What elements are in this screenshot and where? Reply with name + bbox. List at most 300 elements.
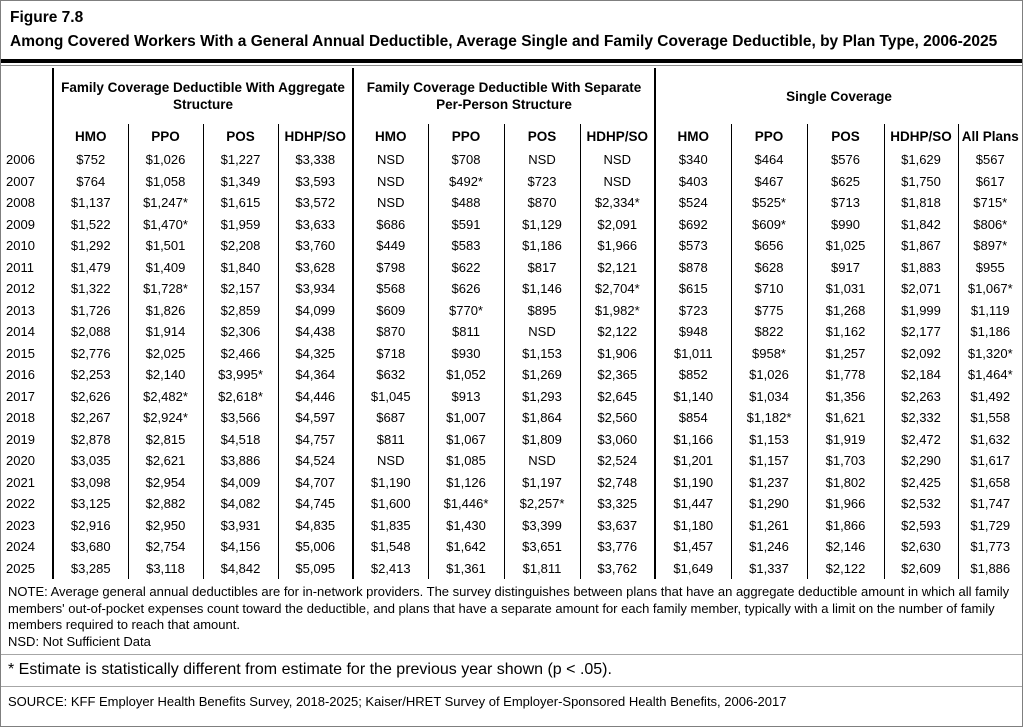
year-cell: 2018 — [6, 410, 35, 425]
value-cell: $2,704* — [580, 278, 655, 300]
value-cell: $1,126 — [428, 472, 504, 494]
value-cell: $464 — [731, 149, 807, 171]
column-header: PPO — [128, 124, 203, 149]
value-cell: $1,011 — [655, 343, 731, 365]
value-cell: $4,099 — [278, 300, 353, 322]
column-header: HMO — [53, 124, 128, 149]
value-cell: $1,201 — [655, 450, 731, 472]
value-cell: $4,597 — [278, 407, 353, 429]
value-cell: $770* — [428, 300, 504, 322]
value-cell: $576 — [807, 149, 884, 171]
year-cell: 2019 — [6, 431, 35, 447]
value-cell: $583 — [428, 235, 504, 257]
column-header: POS — [807, 124, 884, 149]
value-cell: $1,026 — [128, 149, 203, 171]
value-cell: $1,180 — [655, 515, 731, 537]
value-cell: $2,593 — [884, 515, 958, 537]
value-cell: $1,600 — [353, 493, 428, 515]
value-cell: $591 — [428, 214, 504, 236]
year-cell: 2012 — [6, 281, 35, 296]
value-cell: $3,628 — [278, 257, 353, 279]
value-cell: $4,009 — [203, 472, 278, 494]
value-cell: $878 — [655, 257, 731, 279]
table-row — [1, 278, 1022, 300]
value-cell: $3,035 — [53, 450, 128, 472]
value-cell: $1,802 — [807, 472, 884, 494]
year-column-spacer — [1, 68, 53, 124]
column-header: PPO — [428, 124, 504, 149]
value-cell: $775 — [731, 300, 807, 322]
value-cell: NSD — [353, 149, 428, 171]
value-cell: $1,982* — [580, 300, 655, 322]
value-cell: $3,651 — [504, 536, 580, 558]
deductible-table — [1, 68, 1022, 579]
value-cell: $1,883 — [884, 257, 958, 279]
value-cell: $2,263 — [884, 386, 958, 408]
value-cell: $2,091 — [580, 214, 655, 236]
asterisk-note: * Estimate is statistically different from estimate for the previous year shown (p < .05). — [8, 661, 612, 678]
value-cell: $718 — [353, 343, 428, 365]
value-cell: $798 — [353, 257, 428, 279]
value-cell: $4,156 — [203, 536, 278, 558]
source-note: SOURCE: KFF Employer Health Benefits Survey, 2018-2025; Kaiser/HRET Survey of Employer-Sponsored Health Benefits, 2006-2017 — [8, 694, 787, 709]
value-cell: $930 — [428, 343, 504, 365]
table-row — [1, 214, 1022, 236]
value-cell: NSD — [504, 149, 580, 171]
year-cell: 2014 — [6, 324, 35, 339]
value-cell: $687 — [353, 407, 428, 429]
value-cell: $1,067* — [958, 278, 1022, 300]
year-cell: 2009 — [6, 216, 35, 232]
value-cell: $3,098 — [53, 472, 128, 494]
value-cell: $1,197 — [504, 472, 580, 494]
value-cell: $1,007 — [428, 407, 504, 429]
value-cell: $2,472 — [884, 429, 958, 451]
value-cell: $1,747 — [958, 493, 1022, 515]
value-cell: $1,778 — [807, 364, 884, 386]
column-header: POS — [504, 124, 580, 149]
value-cell: $1,045 — [353, 386, 428, 408]
value-cell: $2,482* — [128, 386, 203, 408]
value-cell: $3,637 — [580, 515, 655, 537]
value-cell: $2,253 — [53, 364, 128, 386]
value-cell: $573 — [655, 235, 731, 257]
value-cell: $1,999 — [884, 300, 958, 322]
value-cell: $4,835 — [278, 515, 353, 537]
column-header: POS — [203, 124, 278, 149]
value-cell: $2,532 — [884, 493, 958, 515]
value-cell: $1,728* — [128, 278, 203, 300]
value-cell: $1,966 — [807, 493, 884, 515]
value-cell: $1,246 — [731, 536, 807, 558]
year-cell: 2021 — [6, 474, 35, 490]
value-cell: $1,914 — [128, 321, 203, 343]
value-cell: $5,006 — [278, 536, 353, 558]
value-cell: $3,934 — [278, 278, 353, 300]
value-cell: $1,726 — [53, 300, 128, 322]
value-cell: $3,125 — [53, 493, 128, 515]
value-cell: $1,261 — [731, 515, 807, 537]
value-cell: $1,129 — [504, 214, 580, 236]
value-cell: $2,754 — [128, 536, 203, 558]
title-divider — [1, 59, 1022, 66]
value-cell: $958* — [731, 343, 807, 365]
value-cell: $1,058 — [128, 171, 203, 193]
year-cell: 2007 — [6, 173, 35, 189]
value-cell: $2,626 — [53, 386, 128, 408]
value-cell: $2,257* — [504, 493, 580, 515]
value-cell: $1,349 — [203, 171, 278, 193]
year-cell: 2006 — [6, 152, 35, 167]
value-cell: $3,060 — [580, 429, 655, 451]
value-cell: $626 — [428, 278, 504, 300]
value-cell: $955 — [958, 257, 1022, 279]
value-cell: $617 — [958, 171, 1022, 193]
value-cell: $1,237 — [731, 472, 807, 494]
value-cell: $4,438 — [278, 321, 353, 343]
table-row — [1, 235, 1022, 257]
value-cell: $1,182* — [731, 407, 807, 429]
value-cell: $1,292 — [53, 235, 128, 257]
figure-label: Figure 7.8 — [10, 9, 84, 26]
value-cell: $917 — [807, 257, 884, 279]
table-row — [1, 343, 1022, 365]
value-cell: $2,025 — [128, 343, 203, 365]
value-cell: $2,071 — [884, 278, 958, 300]
value-cell: $1,558 — [958, 407, 1022, 429]
table-row — [1, 171, 1022, 193]
value-cell: $3,399 — [504, 515, 580, 537]
value-cell: $897* — [958, 235, 1022, 257]
value-cell: $1,621 — [807, 407, 884, 429]
value-cell: $710 — [731, 278, 807, 300]
value-cell: $3,572 — [278, 192, 353, 214]
year-cell: 2011 — [6, 259, 34, 275]
value-cell: $1,337 — [731, 558, 807, 580]
year-cell: 2017 — [6, 388, 35, 404]
value-cell: $1,818 — [884, 192, 958, 214]
value-cell: $1,026 — [731, 364, 807, 386]
value-cell: $656 — [731, 235, 807, 257]
value-cell: $4,745 — [278, 493, 353, 515]
value-cell: NSD — [353, 450, 428, 472]
value-cell: $1,959 — [203, 214, 278, 236]
value-cell: $1,919 — [807, 429, 884, 451]
value-cell: NSD — [504, 321, 580, 343]
value-cell: $4,518 — [203, 429, 278, 451]
value-cell: $1,501 — [128, 235, 203, 257]
value-cell: $708 — [428, 149, 504, 171]
table-row — [1, 364, 1022, 386]
table-body — [1, 149, 1022, 579]
year-cell: 2020 — [6, 453, 35, 468]
value-cell: $811 — [428, 321, 504, 343]
value-cell: $1,617 — [958, 450, 1022, 472]
value-cell: $2,630 — [884, 536, 958, 558]
value-cell: $1,320* — [958, 343, 1022, 365]
value-cell: $1,269 — [504, 364, 580, 386]
value-cell: $1,085 — [428, 450, 504, 472]
table-row — [1, 321, 1022, 343]
value-cell: $5,095 — [278, 558, 353, 580]
value-cell: $492* — [428, 171, 504, 193]
year-cell: 2024 — [6, 539, 35, 554]
column-header: HDHP/SO — [884, 124, 958, 149]
value-cell: $1,119 — [958, 300, 1022, 322]
table-row — [1, 493, 1022, 515]
value-cell: $822 — [731, 321, 807, 343]
value-cell: $1,548 — [353, 536, 428, 558]
value-cell: $3,760 — [278, 235, 353, 257]
group-header: Family Coverage Deductible With Aggregate Structure — [53, 68, 353, 124]
value-cell: NSD — [580, 149, 655, 171]
value-cell: $1,842 — [884, 214, 958, 236]
value-cell: $4,842 — [203, 558, 278, 580]
value-cell: $852 — [655, 364, 731, 386]
value-cell: $1,642 — [428, 536, 504, 558]
year-cell: 2010 — [6, 238, 35, 253]
table-row — [1, 515, 1022, 537]
value-cell: $2,177 — [884, 321, 958, 343]
year-cell: 2023 — [6, 517, 35, 533]
value-cell: $1,166 — [655, 429, 731, 451]
value-cell: $1,615 — [203, 192, 278, 214]
value-cell: $3,325 — [580, 493, 655, 515]
value-cell: $3,338 — [278, 149, 353, 171]
year-cell: 2022 — [6, 496, 35, 511]
value-cell: $1,137 — [53, 192, 128, 214]
table-row — [1, 192, 1022, 214]
value-cell: $715* — [958, 192, 1022, 214]
value-cell: $1,447 — [655, 493, 731, 515]
value-cell: $524 — [655, 192, 731, 214]
value-cell: $1,052 — [428, 364, 504, 386]
value-cell: $2,950 — [128, 515, 203, 537]
value-cell: $1,031 — [807, 278, 884, 300]
year-cell: 2013 — [6, 302, 35, 318]
value-cell: $1,864 — [504, 407, 580, 429]
value-cell: $854 — [655, 407, 731, 429]
value-cell: $3,118 — [128, 558, 203, 580]
value-cell: $1,227 — [203, 149, 278, 171]
year-cell: 2008 — [6, 195, 35, 210]
value-cell: $2,954 — [128, 472, 203, 494]
value-cell: $609* — [731, 214, 807, 236]
value-cell: $4,707 — [278, 472, 353, 494]
value-cell: $2,290 — [884, 450, 958, 472]
value-cell: $990 — [807, 214, 884, 236]
value-cell: $1,190 — [353, 472, 428, 494]
value-cell: $1,492 — [958, 386, 1022, 408]
value-cell: $2,184 — [884, 364, 958, 386]
value-cell: $2,609 — [884, 558, 958, 580]
value-cell: $1,464* — [958, 364, 1022, 386]
value-cell: $2,645 — [580, 386, 655, 408]
value-cell: $2,267 — [53, 407, 128, 429]
value-cell: $2,882 — [128, 493, 203, 515]
column-header: HMO — [655, 124, 731, 149]
column-header: All Plans — [958, 124, 1022, 149]
table-row — [1, 300, 1022, 322]
value-cell: $1,162 — [807, 321, 884, 343]
value-cell: $2,466 — [203, 343, 278, 365]
value-cell: $2,146 — [807, 536, 884, 558]
value-cell: $870 — [504, 192, 580, 214]
table-row — [1, 558, 1022, 580]
value-cell: NSD — [580, 171, 655, 193]
value-cell: $1,140 — [655, 386, 731, 408]
value-cell: $2,121 — [580, 257, 655, 279]
table-row — [1, 450, 1022, 472]
value-cell: $567 — [958, 149, 1022, 171]
value-cell: $3,762 — [580, 558, 655, 580]
value-cell: $4,325 — [278, 343, 353, 365]
value-cell: $1,809 — [504, 429, 580, 451]
value-cell: $3,995* — [203, 364, 278, 386]
value-cell: $1,157 — [731, 450, 807, 472]
value-cell: $1,290 — [731, 493, 807, 515]
value-cell: $4,524 — [278, 450, 353, 472]
value-cell: $723 — [655, 300, 731, 322]
value-cell: $3,886 — [203, 450, 278, 472]
value-cell: $1,629 — [884, 149, 958, 171]
table-row — [1, 386, 1022, 408]
column-header: PPO — [731, 124, 807, 149]
value-cell: $1,649 — [655, 558, 731, 580]
value-cell: $340 — [655, 149, 731, 171]
value-cell: $628 — [731, 257, 807, 279]
value-cell: $4,757 — [278, 429, 353, 451]
value-cell: $1,446* — [428, 493, 504, 515]
table-row — [1, 257, 1022, 279]
value-cell: $1,293 — [504, 386, 580, 408]
value-cell: $1,632 — [958, 429, 1022, 451]
value-cell: $1,522 — [53, 214, 128, 236]
nsd-note: NSD: Not Sufficient Data — [8, 633, 151, 649]
value-cell: $2,365 — [580, 364, 655, 386]
value-cell: $467 — [731, 171, 807, 193]
value-cell: $1,457 — [655, 536, 731, 558]
group-header: Single Coverage — [655, 68, 1022, 124]
value-cell: $2,088 — [53, 321, 128, 343]
value-cell: $913 — [428, 386, 504, 408]
value-cell: $3,931 — [203, 515, 278, 537]
value-cell: $632 — [353, 364, 428, 386]
value-cell: $3,593 — [278, 171, 353, 193]
value-cell: $625 — [807, 171, 884, 193]
table-row — [1, 407, 1022, 429]
value-cell: $2,306 — [203, 321, 278, 343]
table-row — [1, 149, 1022, 171]
value-cell: $2,208 — [203, 235, 278, 257]
group-header: Family Coverage Deductible With Separate Per-Person Structure — [353, 68, 655, 124]
value-cell: $686 — [353, 214, 428, 236]
value-cell: NSD — [353, 192, 428, 214]
value-cell: $3,633 — [278, 214, 353, 236]
value-cell: $4,364 — [278, 364, 353, 386]
value-cell: $1,146 — [504, 278, 580, 300]
value-cell: $1,867 — [884, 235, 958, 257]
value-cell: $2,621 — [128, 450, 203, 472]
value-cell: $2,122 — [807, 558, 884, 580]
value-cell: $449 — [353, 235, 428, 257]
value-cell: $2,122 — [580, 321, 655, 343]
value-cell: $488 — [428, 192, 504, 214]
value-cell: $948 — [655, 321, 731, 343]
value-cell: $568 — [353, 278, 428, 300]
value-cell: $525* — [731, 192, 807, 214]
value-cell: $2,924* — [128, 407, 203, 429]
value-cell: $2,332 — [884, 407, 958, 429]
value-cell: $817 — [504, 257, 580, 279]
value-cell: $811 — [353, 429, 428, 451]
value-cell: $2,157 — [203, 278, 278, 300]
value-cell: $2,524 — [580, 450, 655, 472]
value-cell: $1,729 — [958, 515, 1022, 537]
value-cell: $2,878 — [53, 429, 128, 451]
value-cell: $1,025 — [807, 235, 884, 257]
value-cell: $2,859 — [203, 300, 278, 322]
page-title: Among Covered Workers With a General Annual Deductible, Average Single and Family Coverage Deductible, by Plan Type, 2006-2025 — [10, 33, 998, 50]
value-cell: $3,776 — [580, 536, 655, 558]
value-cell: $3,285 — [53, 558, 128, 580]
value-cell: $1,409 — [128, 257, 203, 279]
year-cell: 2025 — [6, 560, 35, 576]
value-cell: $1,247* — [128, 192, 203, 214]
value-cell: $622 — [428, 257, 504, 279]
divider-thin-line — [1, 65, 1022, 66]
value-cell: $2,815 — [128, 429, 203, 451]
value-cell: $1,826 — [128, 300, 203, 322]
value-cell: $752 — [53, 149, 128, 171]
value-cell: $1,190 — [655, 472, 731, 494]
value-cell: $1,479 — [53, 257, 128, 279]
value-cell: $2,334* — [580, 192, 655, 214]
column-header: HMO — [353, 124, 428, 149]
value-cell: $713 — [807, 192, 884, 214]
value-cell: $1,257 — [807, 343, 884, 365]
value-cell: $1,186 — [504, 235, 580, 257]
value-cell: $1,840 — [203, 257, 278, 279]
value-cell: $764 — [53, 171, 128, 193]
value-cell: $1,361 — [428, 558, 504, 580]
column-header: HDHP/SO — [278, 124, 353, 149]
value-cell: $870 — [353, 321, 428, 343]
value-cell: $2,425 — [884, 472, 958, 494]
value-cell: $1,034 — [731, 386, 807, 408]
value-cell: $1,703 — [807, 450, 884, 472]
value-cell: $1,966 — [580, 235, 655, 257]
value-cell: $2,748 — [580, 472, 655, 494]
source-block — [1, 687, 1022, 717]
year-cell: 2016 — [6, 367, 35, 382]
value-cell: $4,082 — [203, 493, 278, 515]
value-cell: $692 — [655, 214, 731, 236]
value-cell: $2,618* — [203, 386, 278, 408]
value-cell: $1,153 — [504, 343, 580, 365]
notes-block — [1, 579, 1022, 654]
value-cell: $1,322 — [53, 278, 128, 300]
table-row — [1, 472, 1022, 494]
value-cell: $4,446 — [278, 386, 353, 408]
value-cell: $1,811 — [504, 558, 580, 580]
value-cell: $2,092 — [884, 343, 958, 365]
estimate-note-block — [1, 655, 1022, 686]
year-column-spacer — [1, 124, 53, 149]
table-row — [1, 536, 1022, 558]
value-cell: $1,866 — [807, 515, 884, 537]
value-cell: $3,680 — [53, 536, 128, 558]
